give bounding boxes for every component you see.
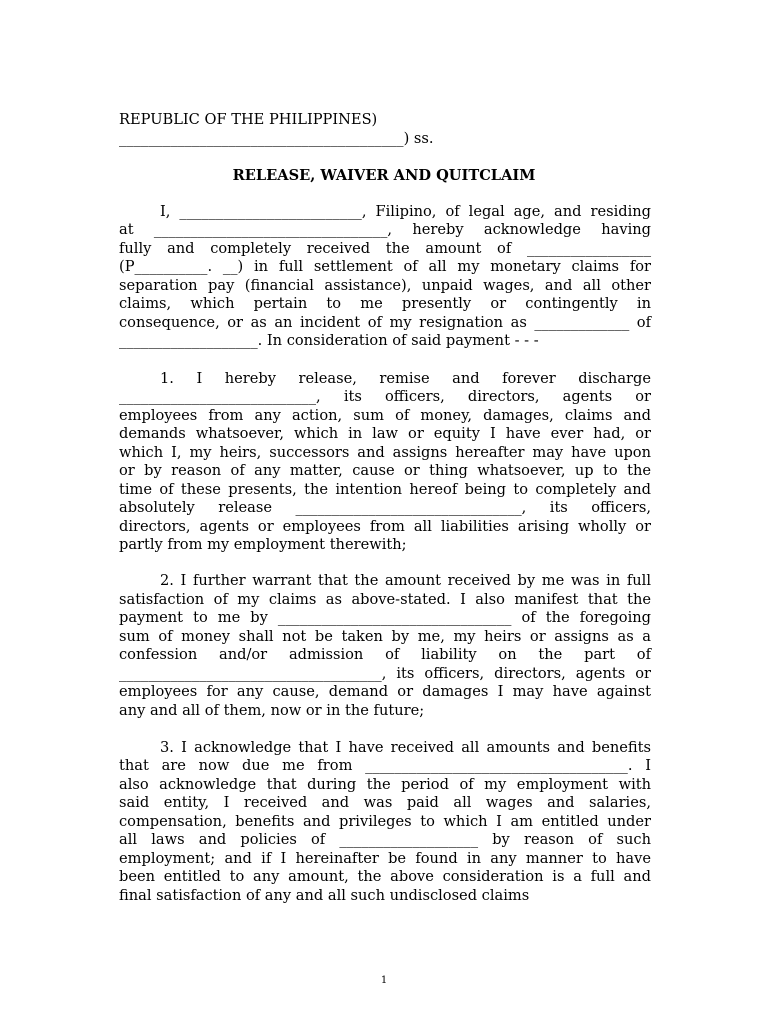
paragraph-line: final satisfaction of any and all such undisclosed claims: [119, 887, 530, 904]
paragraph-line: been entitled to any amount, the above consideration is a full and: [119, 868, 651, 885]
document-title: RELEASE, WAIVER AND QUITCLAIM: [232, 167, 536, 184]
paragraph-line: also acknowledge that during the period of my employment with: [119, 776, 651, 793]
paragraph-line: claims, which pertain to me presently or contingently in: [119, 295, 651, 312]
paragraph-line: 2. I further warrant that the amount received by me was in full: [160, 572, 651, 589]
venue-line-1: REPUBLIC OF THE PHILIPPINES): [119, 111, 378, 128]
paragraph-line: said entity, I received and was paid all wages and salaries,: [119, 794, 651, 811]
paragraph-line: (P__________. __) in full settlement of all my monetary claims for: [119, 258, 651, 275]
paragraph-line: absolutely release _______________________________, its officers,: [119, 499, 651, 516]
venue-line-2: _______________________________________) ss.: [119, 130, 434, 147]
paragraph-line: directors, agents or employees from all liabilities arising wholly or: [119, 518, 651, 535]
paragraph-line: consequence, or as an incident of my resignation as _____________ of: [119, 314, 651, 331]
paragraph-line: at ________________________________, hereby acknowledge having: [119, 221, 651, 238]
paragraph-line: separation pay (financial assistance), unpaid wages, and all other: [119, 277, 651, 294]
paragraph-line: all laws and policies of ___________________ by reason of such: [119, 831, 651, 848]
paragraph-line: which I, my heirs, successors and assigns hereafter may have upon: [119, 444, 651, 461]
paragraph-line: compensation, benefits and privileges to which I am entitled under: [119, 813, 651, 830]
paragraph-line: I, _________________________, Filipino, of legal age, and residing: [160, 203, 651, 220]
paragraph-line: employees for any cause, demand or damages I may have against: [119, 683, 651, 700]
paragraph-line: employees from any action, sum of money, damages, claims and: [119, 407, 651, 424]
paragraph-line: sum of money shall not be taken by me, my heirs or assigns as a: [119, 628, 651, 645]
paragraph-line: ___________________________, its officers, directors, agents or: [119, 388, 651, 405]
paragraph-line: or by reason of any matter, cause or thing whatsoever, up to the: [119, 462, 651, 479]
paragraph-line: demands whatsoever, which in law or equity I have ever had, or: [119, 425, 651, 442]
paragraph-line: ___________________. In consideration of said payment - - -: [119, 332, 539, 349]
paragraph-line: 1. I hereby release, remise and forever discharge: [160, 370, 651, 387]
paragraph-line: satisfaction of my claims as above-stated. I also manifest that the: [119, 591, 651, 608]
paragraph-line: time of these presents, the intention hereof being to completely and: [119, 481, 651, 498]
paragraph-line: employment; and if I hereinafter be found in any manner to have: [119, 850, 651, 867]
paragraph-line: any and all of them, now or in the future;: [119, 702, 425, 719]
paragraph-line: confession and/or admission of liability on the part of: [119, 646, 651, 663]
paragraph-line: 3. I acknowledge that I have received all amounts and benefits: [160, 739, 651, 756]
paragraph-line: that are now due me from ____________________________________. I: [119, 757, 651, 774]
paragraph-line: ____________________________________, its officers, directors, agents or: [119, 665, 651, 682]
paragraph-line: fully and completely received the amount of _________________: [119, 240, 651, 257]
page-number: 1: [380, 975, 388, 986]
paragraph-line: payment to me by ________________________________ of the foregoing: [119, 609, 651, 626]
paragraph-line: partly from my employment therewith;: [119, 536, 407, 553]
